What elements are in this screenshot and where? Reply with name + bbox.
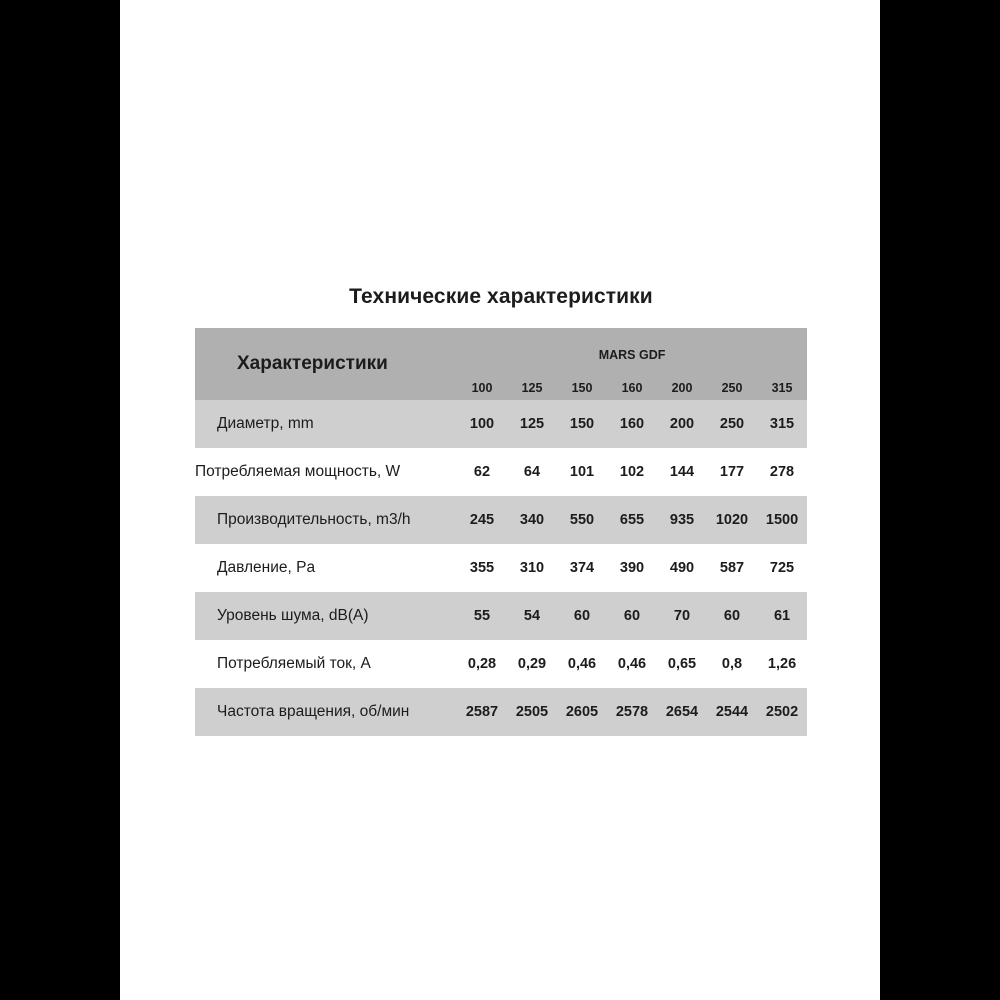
row-value: 150	[557, 400, 607, 448]
row-value: 62	[457, 448, 507, 496]
header-size-250: 250	[707, 376, 757, 400]
table-row	[195, 400, 807, 448]
row-value: 2587	[457, 688, 507, 736]
row-value: 60	[707, 592, 757, 640]
row-value: 101	[557, 448, 607, 496]
header-size-315: 315	[757, 376, 807, 400]
row-value: 340	[507, 496, 557, 544]
header-size-150: 150	[557, 376, 607, 400]
row-value: 125	[507, 400, 557, 448]
header-size-100: 100	[457, 376, 507, 400]
row-value: 0,65	[657, 640, 707, 688]
row-label: Давление, Pa	[195, 544, 457, 592]
row-value: 935	[657, 496, 707, 544]
row-label: Производительность, m3/h	[195, 496, 457, 544]
row-value: 2505	[507, 688, 557, 736]
row-value: 2502	[757, 688, 807, 736]
row-value: 550	[557, 496, 607, 544]
row-value: 60	[607, 592, 657, 640]
row-value: 278	[757, 448, 807, 496]
specifications-table	[195, 328, 807, 736]
row-value: 2605	[557, 688, 607, 736]
row-value: 374	[557, 544, 607, 592]
row-value: 70	[657, 592, 707, 640]
row-value: 587	[707, 544, 757, 592]
row-value: 100	[457, 400, 507, 448]
table-row	[195, 496, 807, 544]
row-label: Потребляемая мощность, W	[195, 448, 457, 496]
row-label: Уровень шума, dB(A)	[195, 592, 457, 640]
table-row	[195, 640, 807, 688]
header-size-125: 125	[507, 376, 557, 400]
row-value: 2544	[707, 688, 757, 736]
row-value: 177	[707, 448, 757, 496]
header-characteristics: Характеристики	[195, 328, 457, 400]
row-value: 1,26	[757, 640, 807, 688]
header-brand: MARS GDF	[457, 328, 807, 376]
header-size-160: 160	[607, 376, 657, 400]
row-value: 490	[657, 544, 707, 592]
table-row	[195, 592, 807, 640]
row-label: Диаметр, mm	[195, 400, 457, 448]
table-row	[195, 688, 807, 736]
row-value: 0,29	[507, 640, 557, 688]
table-header-row	[195, 328, 807, 376]
row-value: 725	[757, 544, 807, 592]
row-value: 390	[607, 544, 657, 592]
row-label: Частота вращения, об/мин	[195, 688, 457, 736]
row-value: 250	[707, 400, 757, 448]
row-value: 0,8	[707, 640, 757, 688]
row-value: 2654	[657, 688, 707, 736]
header-size-200: 200	[657, 376, 707, 400]
row-value: 144	[657, 448, 707, 496]
row-value: 160	[607, 400, 657, 448]
row-value: 245	[457, 496, 507, 544]
row-value: 310	[507, 544, 557, 592]
row-value: 64	[507, 448, 557, 496]
row-value: 0,46	[607, 640, 657, 688]
row-value: 0,46	[557, 640, 607, 688]
row-value: 315	[757, 400, 807, 448]
row-value: 60	[557, 592, 607, 640]
row-value: 54	[507, 592, 557, 640]
table-row	[195, 448, 807, 496]
row-value: 355	[457, 544, 507, 592]
row-value: 102	[607, 448, 657, 496]
row-value: 655	[607, 496, 657, 544]
row-value: 2578	[607, 688, 657, 736]
row-value: 1500	[757, 496, 807, 544]
document-page	[120, 0, 880, 1000]
row-value: 200	[657, 400, 707, 448]
document-content	[195, 285, 807, 736]
table-row	[195, 544, 807, 592]
page-title: Технические характеристики	[349, 285, 653, 308]
row-value: 0,28	[457, 640, 507, 688]
row-value: 1020	[707, 496, 757, 544]
row-label: Потребляемый ток, A	[195, 640, 457, 688]
row-value: 55	[457, 592, 507, 640]
row-value: 61	[757, 592, 807, 640]
